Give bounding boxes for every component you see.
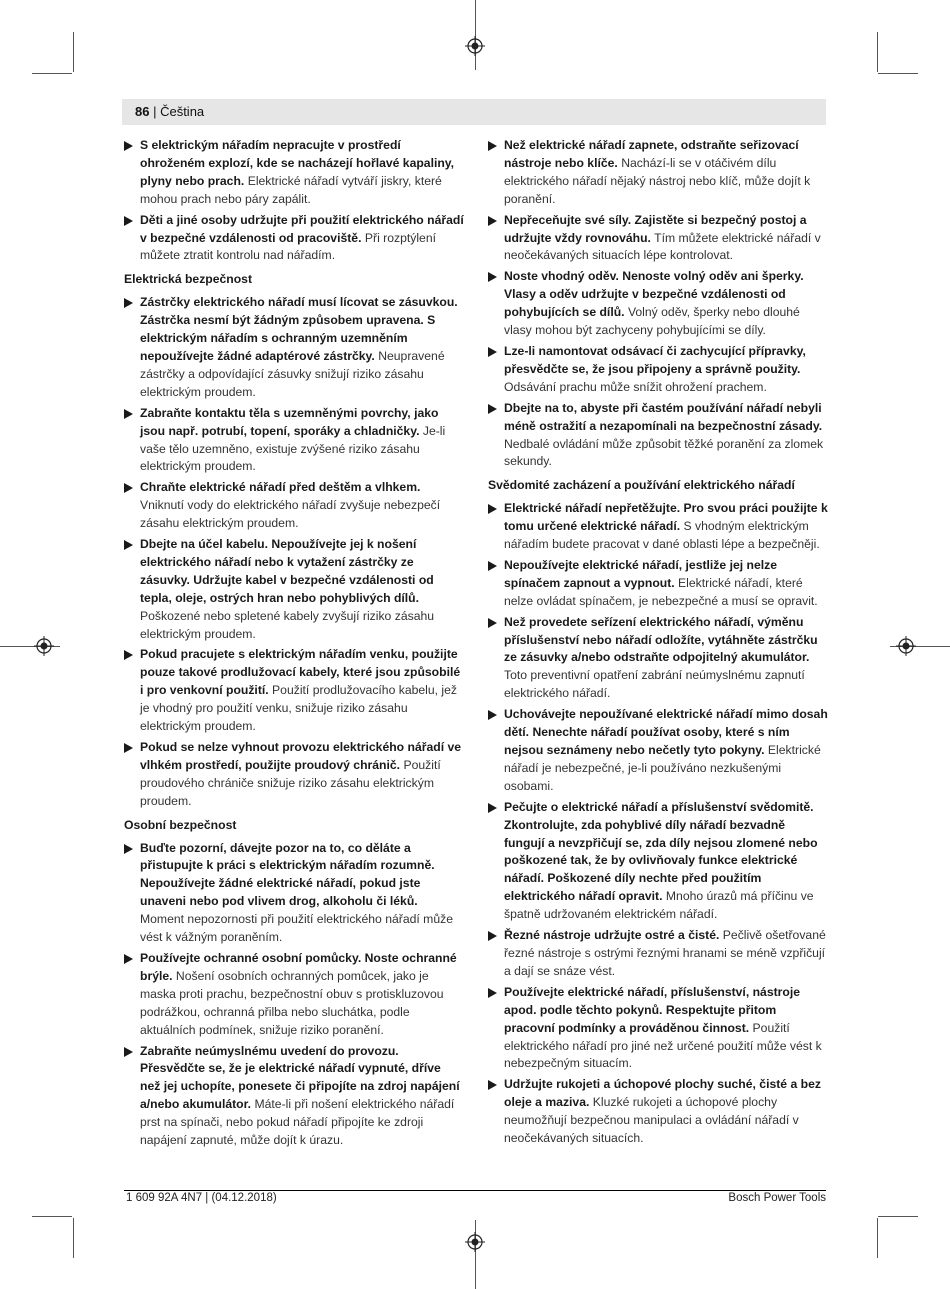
bullet-triangle-icon (124, 298, 133, 308)
instruction-explanation-text: S vhodným elektrickým nářadím budete pracovat v dané oblasti lépe a bezpečněji. (504, 519, 820, 552)
instruction-explanation-text: Poškozené nebo spletené kabely zvyšují riziko zásahu elektrickým proudem. (140, 608, 435, 641)
instruction-explanation-text: Použití elektrického nářadí pro jiné než určené použití může vést k nebezpečným situacím. (504, 1020, 822, 1071)
crop-mark (32, 73, 72, 74)
instruction-bold-text: Nepřeceňujte své síly. Zajistěte si bezpečný postoj a udržujte vždy rovnováhu. (504, 212, 807, 245)
safety-instruction (488, 400, 828, 472)
safety-instruction (488, 927, 828, 981)
instruction-bold-text: Zabraňte neúmyslnému uvedení do provozu. Přesvědčte se, že je elektrické nářadí vypnuté, dříve než jej uchopíte, ponesete či připojíte na zdroj napájení a/nebo akumulátor. (140, 1043, 460, 1112)
bullet-triangle-icon (488, 988, 497, 998)
safety-instruction (124, 646, 464, 736)
instruction-explanation-text: Vniknutí vody do elektrického nářadí zvyšuje nebezpečí zásahu elektrickým proudem. (140, 498, 441, 531)
crop-mark (32, 1216, 72, 1217)
crop-mark (73, 32, 74, 72)
safety-instruction (488, 557, 828, 611)
bullet-triangle-icon (124, 743, 133, 753)
instruction-explanation-text: Použití proudového chrániče snižuje riziko zásahu elektrickým proudem. (140, 757, 441, 808)
registration-mark-icon (465, 36, 485, 56)
safety-instruction (124, 739, 464, 811)
page-number: 86 (135, 104, 150, 119)
crop-mark (73, 1218, 74, 1258)
crop-mark (878, 1216, 918, 1217)
safety-instruction (124, 840, 464, 947)
safety-instruction (488, 799, 828, 924)
safety-instruction (488, 343, 828, 397)
header-language: Čeština (160, 104, 205, 119)
bullet-triangle-icon (488, 216, 497, 226)
instruction-bold-text: Udržujte rukojeti a úchopové plochy suché, čisté a bez oleje a maziva. (504, 1077, 821, 1110)
section-heading: Elektrická bezpečnost (124, 272, 253, 287)
bullet-triangle-icon (124, 141, 133, 151)
instruction-explanation-text: Kluzké rukojeti a úchopové plochy neumožňují bezpečnou manipulaci a ovládání nářadí v neočekávaných situacích. (504, 1095, 799, 1146)
safety-instruction (488, 1076, 828, 1148)
bullet-triangle-icon (488, 803, 497, 813)
section-heading: Osobní bezpečnost (124, 817, 237, 832)
instruction-explanation-text: Toto preventivní opatření zabrání neúmyslnému zapnutí elektrického nářadí. (504, 668, 805, 701)
instruction-explanation-text: Odsávání prachu může snížit ohrožení prachem. (504, 379, 767, 394)
instruction-bold-text: Noste vhodný oděv. Nenoste volný oděv ani šperky. Vlasy a oděv udržujte v bezpečné vzdálenosti od pohybujících se dílů. (504, 269, 804, 320)
bullet-triangle-icon (488, 347, 497, 357)
instruction-explanation-text: Nedbalé ovládání může způsobit těžké poranění za zlomek sekundy. (504, 436, 824, 469)
safety-instruction (488, 614, 828, 704)
bullet-triangle-icon (124, 844, 133, 854)
instruction-bold-text: Pečujte o elektrické nářadí a příslušenství svědomitě. Zkontrolujte, zda pohyblivé díly nářadí bezvadně fungují a nevzpřičují se, zda díly nejsou zlomené nebo poškozené tak, že by ovlivňovaly funkce elektrické nářadí. Poškozené díly nechte před použitím elektrického nářadí opravit. (504, 799, 818, 904)
instruction-explanation-text: Nošení osobních ochranných pomůcek, jako je maska proti prachu, bezpečnostní obuv s protiskluzovou podrážkou, ochranná přilba nebo sluchátka, podle aktuálních podmínek, snižuje riziko poranění. (140, 968, 444, 1037)
footer-brand: Bosch Power Tools (728, 1192, 826, 1204)
instruction-bold-text: Používejte elektrické nářadí, příslušenství, nástroje apod. podle těchto pokynů. Respektujte přitom pracovní podmínky a prováděnou činnost. (504, 984, 801, 1035)
instruction-bold-text: Elektrické nářadí nepřetěžujte. Pro svou práci použijte k tomu určené elektrické nářadí. (504, 501, 828, 534)
footer-divider (124, 1190, 826, 1191)
instruction-explanation-text: Mnoho úrazů má příčinu ve špatně udržovaném elektrickém nářadí. (504, 889, 814, 922)
safety-instruction (488, 706, 828, 796)
bullet-triangle-icon (124, 1047, 133, 1057)
safety-instruction (124, 294, 464, 401)
instruction-bold-text: Lze-li namontovat odsávací či zachycující přípravky, přesvědčte se, že jsou připojeny a správně použity. (504, 343, 806, 376)
instruction-explanation-text: Pečlivě ošetřované řezné nástroje s ostrými řeznými hranami se méně vzpřičují a dají se snáze vést. (504, 928, 826, 978)
bullet-triangle-icon (124, 483, 133, 493)
safety-instruction (124, 212, 464, 266)
instruction-bold-text: Pokud pracujete s elektrickým nářadím venku, použijte pouze takové prodlužovací kabely, které jsou způsobilé i pro venkovní použití. (140, 647, 461, 698)
instruction-bold-text: Dbejte na účel kabelu. Nepoužívejte jej k nošení elektrického nářadí nebo k vytažení zástrčky ze zásuvky. Udržujte kabel v bezpečné vzdálenosti od tepla, oleje, ostrých hran nebo pohyblivých dílů. (140, 537, 434, 605)
crop-mark (877, 1218, 878, 1258)
instruction-explanation-text: Neupravené zástrčky a odpovídající zásuvky snižují riziko zásahu elektrickým proudem. (140, 348, 445, 399)
safety-instruction (124, 950, 464, 1040)
crop-mark (877, 32, 878, 72)
safety-instruction (488, 212, 828, 266)
safety-instruction (124, 1043, 464, 1150)
instruction-bold-text: Zabraňte kontaktu těla s uzemněnými povrchy, jako jsou např. potrubí, topení, sporáky a chladničky. (140, 405, 439, 438)
instruction-bold-text: Dbejte na to, abyste při častém používání nářadí nebyli méně ostražití a nezapomínali na bezpečnostní zásady. (504, 400, 823, 433)
bullet-triangle-icon (488, 404, 497, 414)
right-column (488, 137, 828, 1151)
instruction-explanation-text: Nachází-li se v otáčivém dílu elektrického nářadí nějaký nástroj nebo klíč, může dojít k poranění. (504, 155, 811, 206)
safety-instruction (124, 137, 464, 209)
safety-instruction (488, 984, 828, 1074)
instruction-bold-text: Chraňte elektrické nářadí před deštěm a vlhkem. (140, 480, 421, 495)
bullet-triangle-icon (488, 561, 497, 571)
bullet-triangle-icon (124, 650, 133, 660)
bullet-triangle-icon (488, 504, 497, 514)
instruction-explanation-text: Moment nepozornosti při použití elektrického nářadí může vést k vážným poraněním. (140, 912, 453, 945)
instruction-bold-text: Pokud se nelze vyhnout provozu elektrického nářadí ve vlhkém prostředí, použijte proudový chránič. (140, 740, 462, 772)
instruction-explanation-text: Je-li vaše tělo uzemněno, existuje zvýšené riziko zásahu elektrickým proudem. (140, 423, 446, 474)
safety-instruction (488, 137, 828, 209)
instruction-bold-text: Řezné nástroje udržujte ostré a čisté. (504, 928, 720, 943)
instruction-bold-text: S elektrickým nářadím nepracujte v prostředí ohroženém explozí, kde se nacházejí hořlavé kapaliny, plyny nebo prach. (140, 138, 455, 188)
instruction-bold-text: Děti a jiné osoby udržujte při použití elektrického nářadí v bezpečné vzdálenosti od pracoviště. (140, 212, 464, 245)
instruction-explanation-text: Při rozptýlení můžete ztratit kontrolu nad nářadím. (140, 230, 436, 263)
instruction-bold-text: Uchovávejte nepoužívané elektrické nářadí mimo dosah dětí. Nenechte nářadí používat osoby, které s ním nejsou seznámeny nebo nečetly tyto pokyny. (504, 707, 828, 757)
safety-instruction (488, 268, 828, 340)
bullet-triangle-icon (488, 1080, 497, 1090)
instruction-bold-text: Než elektrické nářadí zapnete, odstraňte seřizovací nástroje nebo klíče. (504, 138, 799, 170)
bullet-triangle-icon (488, 931, 497, 941)
instruction-bold-text: Buďte pozorní, dávejte pozor na to, co děláte a přistupujte k práci s elektrickým nářadím rozumně. Nepoužívejte žádné elektrické nářadí, pokud jste unaveni nebo pod vlivem drog, alkoholu či léků. (140, 840, 435, 909)
safety-instruction (124, 479, 464, 533)
section-heading: Svědomité zacházení a používání elektrického nářadí (488, 478, 795, 493)
instruction-explanation-text: Tím můžete elektrické nářadí v neočekávaných situacích lépe kontrolovat. (504, 230, 821, 263)
instruction-explanation-text: Máte-li při nošení elektrického nářadí prst na spínači, nebo pokud nářadí připojíte ke zdroji napájení zapnuté, může dojít k úrazu. (140, 1097, 455, 1148)
crop-mark (475, 1220, 476, 1289)
instruction-bold-text: Zástrčky elektrického nářadí musí lícovat se zásuvkou. Zástrčka nesmí být žádným způsobem upravena. S elektrickým nářadím s ochranným uzemněním nepoužívejte žádné adaptérové zástrčky. (140, 295, 458, 363)
footer-document-id: 1 609 92A 4N7 | (04.12.2018) (126, 1192, 277, 1204)
crop-mark (475, 0, 476, 70)
page-header-text: 86 | Čeština (135, 104, 205, 119)
bullet-triangle-icon (124, 540, 133, 550)
registration-mark-icon (896, 636, 916, 656)
instruction-explanation-text: Elektrické nářadí je nebezpečné, je-li používáno nezkušenými osobami. (504, 743, 821, 793)
instruction-explanation-text: Použití prodlužovacího kabelu, jež je vhodný pro použití venku, snižuje riziko zásahu elektrickým proudem. (140, 683, 458, 734)
instruction-explanation-text: Elektrické nářadí, které nelze ovládat spínačem, je nebezpečné a musí se opravit. (504, 575, 818, 608)
registration-mark-icon (465, 1232, 485, 1252)
crop-mark (878, 73, 918, 74)
safety-instruction (488, 500, 828, 554)
bullet-triangle-icon (488, 272, 497, 282)
bullet-triangle-icon (124, 954, 133, 964)
instruction-bold-text: Nepoužívejte elektrické nářadí, jestliže jej nelze spínačem zapnout a vypnout. (504, 557, 777, 590)
bullet-triangle-icon (488, 141, 497, 151)
instruction-explanation-text: Volný oděv, šperky nebo dlouhé vlasy mohou být zachyceny pohybujícími se díly. (504, 305, 800, 338)
page-header (122, 99, 826, 125)
bullet-triangle-icon (124, 409, 133, 419)
bullet-triangle-icon (124, 216, 133, 226)
registration-mark-icon (34, 636, 54, 656)
instruction-bold-text: Než provedete seřízení elektrického nářadí, výměnu příslušenství nebo nářadí odložíte, vytáhněte zástrčku ze zásuvky a/nebo odstraňte odpojitelný akumulátor. (504, 614, 818, 665)
left-column (124, 137, 464, 1153)
bullet-triangle-icon (488, 618, 497, 628)
safety-instruction (124, 405, 464, 477)
instruction-explanation-text: Elektrické nářadí vytváří jiskry, které mohou prach nebo páry zapálit. (140, 173, 442, 206)
instruction-bold-text: Používejte ochranné osobní pomůcky. Noste ochranné brýle. (140, 950, 457, 983)
safety-instruction (124, 536, 464, 643)
bullet-triangle-icon (488, 710, 497, 720)
